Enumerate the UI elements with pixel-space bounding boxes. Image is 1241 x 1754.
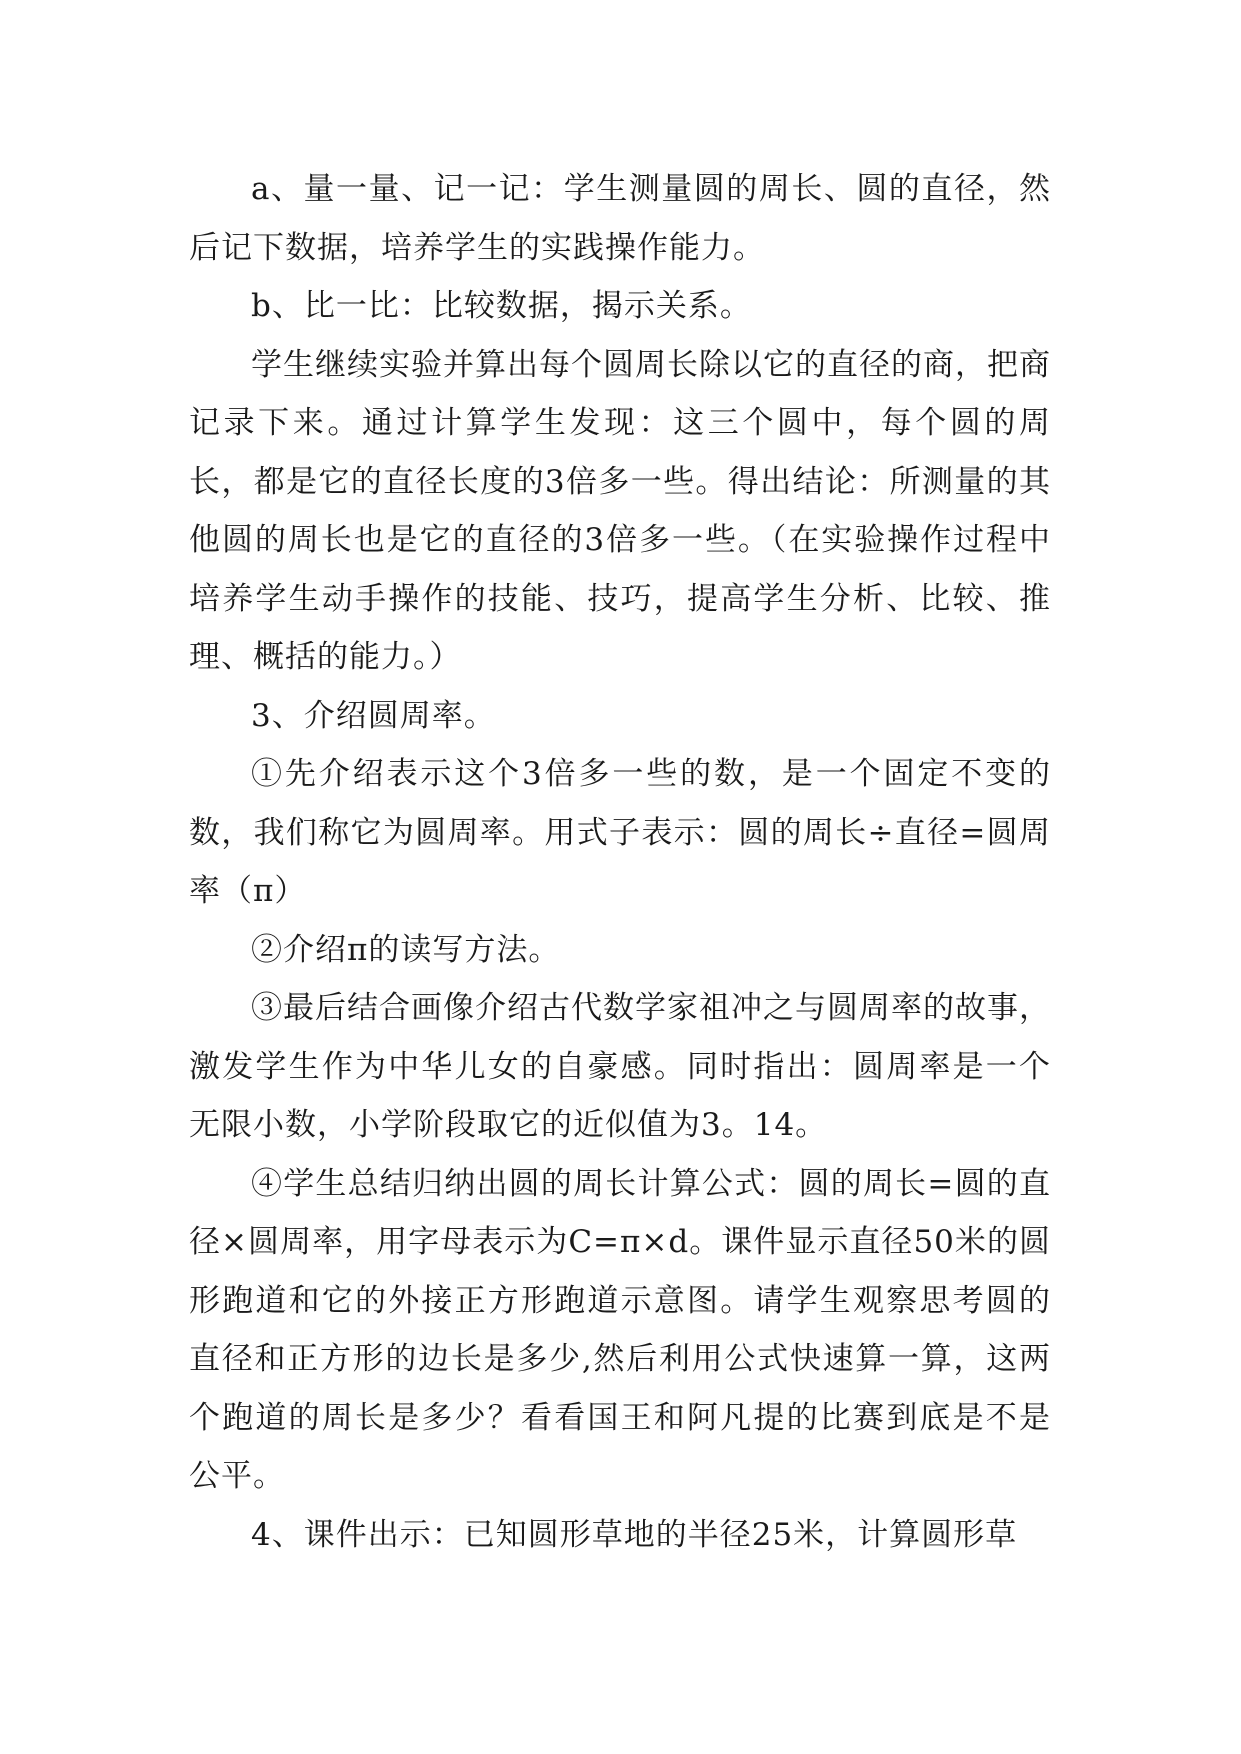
paragraph-introduce-pi-heading: 3、介绍圆周率。 — [251, 697, 496, 734]
paragraph-circumference-formula: ④学生总结归纳出圆的周长计算公式：圆的周长=圆的直径×圆周率，用字母表示为C=π×d。课件显示直径50米的圆形跑道和它的外接正方形跑道示意图。请学生观察思考圆的直径和正方形的边长是多少,然后利用公式快速算一算，这两个跑道的周长是多少？看看国王和阿凡提的比赛到底是不是公平。 — [189, 1165, 1051, 1494]
paragraph-courseware-grass: 4、课件出示：已知圆形草地的半径25米，计算圆形草 — [251, 1516, 1018, 1553]
paragraph-pi-definition: ①先介绍表示这个3倍多一些的数，是一个固定不变的数，我们称它为圆周率。用式子表示：圆的周长÷直径=圆周率（π） — [189, 756, 1051, 909]
paragraph-experiment: 学生继续实验并算出每个圆周长除以它的直径的商，把商记录下来。通过计算学生发现：这三个圆中，每个圆的周长，都是它的直径长度的3倍多一些。得出结论：所测量的其他圆的周长也是它的直径的3倍多一些。（在实验操作过程中培养学生动手操作的技能、技巧，提高学生分析、比较、推理、概括的能力。） — [189, 346, 1051, 675]
paragraph-compare: b、比一比：比较数据，揭示关系。 — [251, 288, 752, 324]
paragraph-pi-reading: ②介绍π的读写方法。 — [251, 931, 561, 968]
paragraph-zu-chongzhi: ③最后结合画像介绍古代数学家祖冲之与圆周率的故事，激发学生作为中华儿女的自豪感。同时指出：圆周率是一个无限小数，小学阶段取它的近似值为3。14。 — [189, 990, 1051, 1143]
document-body — [189, 160, 1051, 1564]
paragraph-measure-record: a、量一量、记一记：学生测量圆的周长、圆的直径，然后记下数据，培养学生的实践操作能力。 — [189, 171, 1051, 266]
